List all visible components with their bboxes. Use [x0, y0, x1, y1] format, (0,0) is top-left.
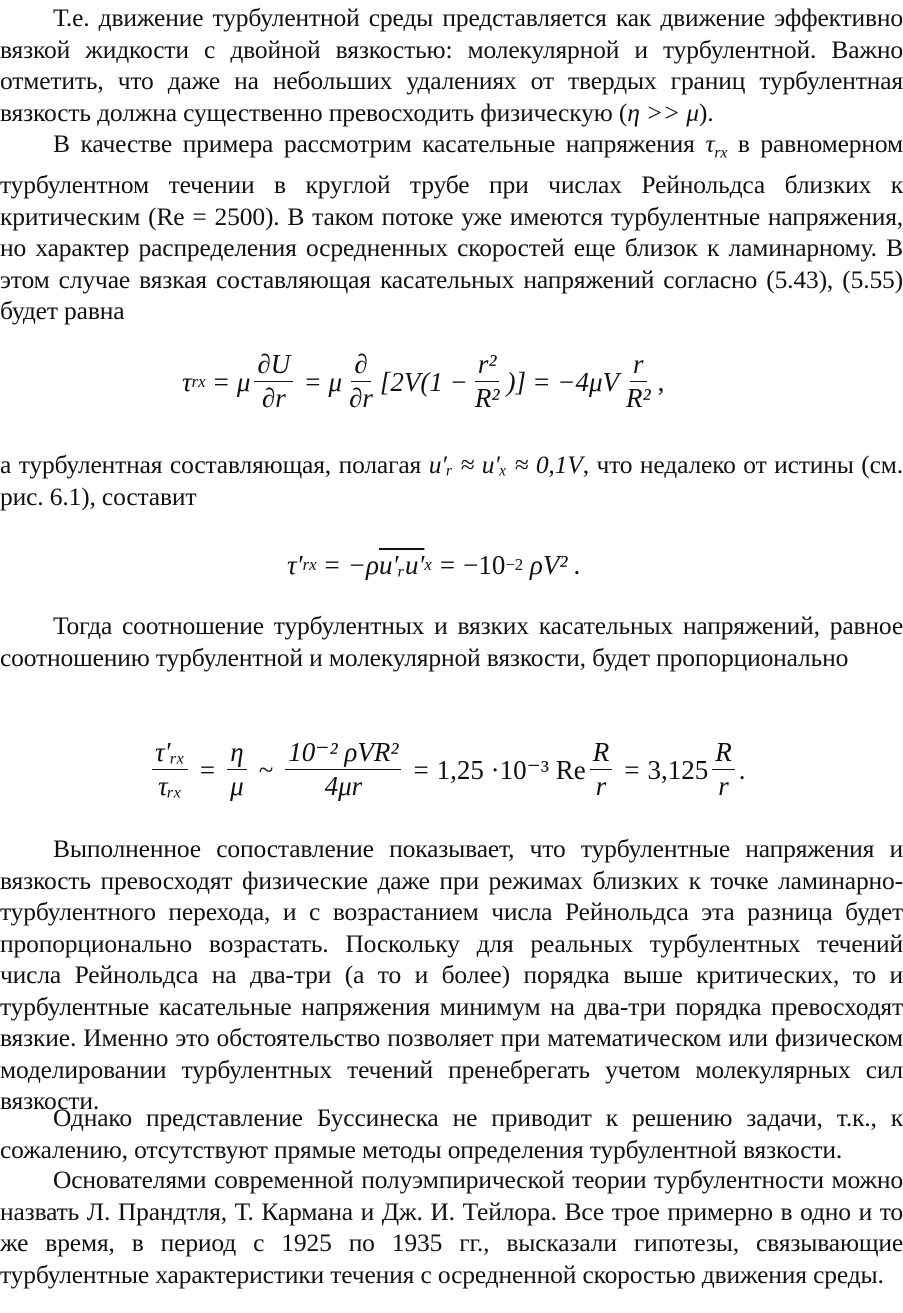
paragraph-3: а турбулентная составляющая, полагая u′ᵣ ≈ u′ₓ ≈ 0,1V, что недалеко от истины (см. рис. 6.1), составит: [0, 450, 903, 511]
equation-turbulent-stress: τ′ rx = −ρ u′ᵣu′ x = −10 −2 ρV² .: [287, 549, 581, 580]
paragraph-2: В качестве примера рассмотрим касательные напряжения $\tau_{rx}$ в равномерном турбулентном течении в круглой трубе при числах Рейнольдса близких к критическим (Re = 2500). В таком потоке уже имеются турбулентные напряжения, но характер распределения осредненных скоростей еще близок к ламинарному. В этом случае вязкая составляющая касательных напряжений согласно (5.43), (5.55) будет равна: [0, 129, 903, 326]
paragraph-4: Тогда соотношение турбулентных и вязких касательных напряжений, равное соотношению турбулентной и молекулярной вязкости, будет пропорционально: [0, 611, 903, 672]
inline-formula-tau: $\tau_{rx}$: [705, 129, 728, 162]
paragraph-5: Выполненное сопоставление показывает, что турбулентные напряжения и вязкость превосходят физические даже при режимах близких к точке ламинарно-турбулентного перехода, и с возрастанием числа Рейнольдса эта разница будет пропорционально возрастать. Поскольку для реальных турбулентных течений числа Рейнольдса на два-три (а то и более) порядка выше критических, то и турбулентные касательные напряжения минимум на два-три порядка превосходят вязкие. Именно это обстоятельство позволяет при математическом или физическом моделировании турбулентных течений пренебрегать учетом молекулярных сил вязкости.: [0, 834, 903, 1115]
inline-formula-pulsations: u′ᵣ ≈ u′ₓ ≈ 0,1V: [428, 450, 583, 479]
paragraph-6: Однако представление Буссинеска не приводит к решению задачи, т.к., к сожалению, отсутствуют прямые методы определения турбулентной вязкости.: [0, 1103, 903, 1164]
inline-formula-re: Re = 2500: [156, 201, 265, 231]
equation-viscous-stress: τ rx = μ $\frac{\partial U}{\partial r}$ = μ $\frac{\partial}{\partial r}$ [2V(1 − $\frac{\text{r²}}{\text{R²}}$ )] = −4μV $\frac{r}{\text{R²}}$ ,: [182, 349, 665, 413]
equation-stress-ratio: $\frac{\text{τ′ᵣₓ}}{\text{τᵣₓ}}$ = $\frac{\eta}{\mu}$ ~ $\frac{\text{10⁻² ρVR²}}{4\mu r}$ = 1,25 ·10⁻³ Re $\frac{R}{r}$ = 3,125 $\frac{R}{r}$ .: [0, 725, 903, 815]
paragraph-1: Т.е. движение турбулентной среды представляется как движение эффективно вязкой жидкости с двойной вязкостью: молекулярной и турбулентной. Важно отметить, что даже на небольших удалениях от твердых границ турбулентная вязкость должна существенно превосходить физическую (η >> μ).: [0, 3, 903, 127]
paragraph-7: Основателями современной полуэмпирической теории турбулентности можно назвать Л. Прандтля, Т. Кармана и Дж. И. Тейлора. Все трое примерно в одно и то же время, в период с 1925 по 1935 гг., высказали гипотезы, связывающие турбулентные характеристики течения с осредненной скоростью движения среды.: [0, 1165, 903, 1289]
inline-formula-eta-mu: η >> μ: [627, 97, 699, 127]
